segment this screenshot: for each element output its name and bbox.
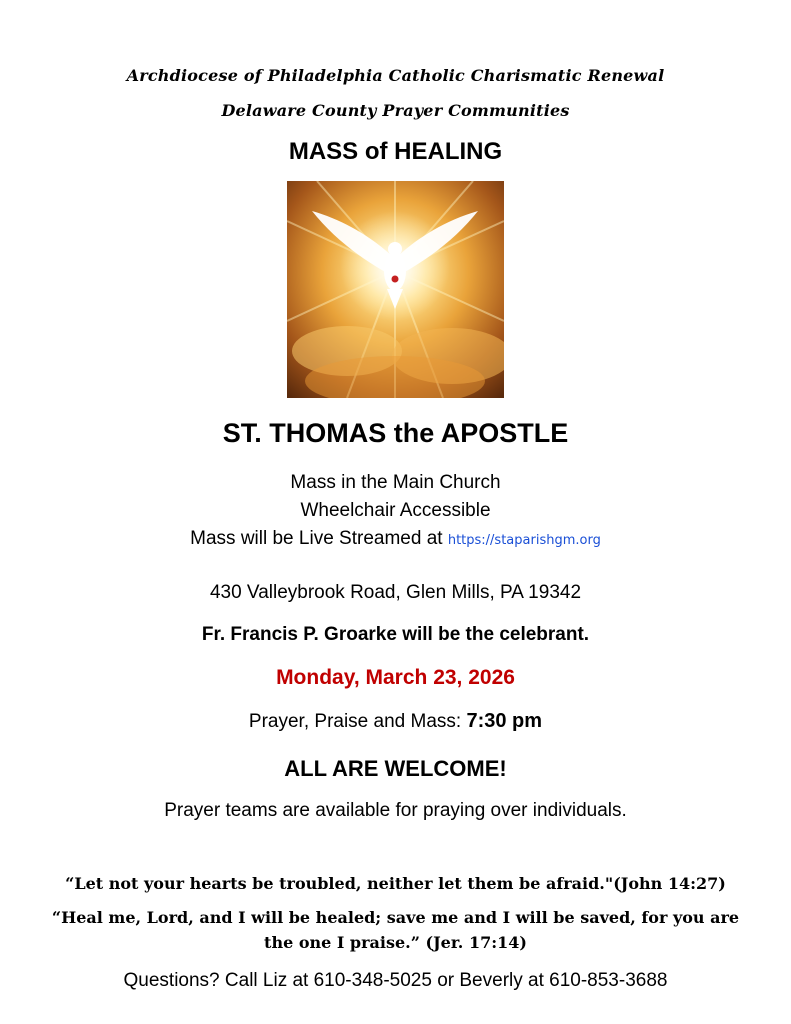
event-date: Monday, March 23, 2026 <box>276 666 515 689</box>
accessibility-text: Wheelchair Accessible <box>300 500 491 521</box>
celebrant-text: Fr. Francis P. Groarke will be the celebrant. <box>201 624 590 645</box>
page-title: MASS of HEALING <box>288 138 503 165</box>
schedule-label: Prayer, Praise and Mass: <box>248 711 462 732</box>
jeremiah-quote-line-1: “Heal me, Lord, and I will be healed; save me and I will be saved, for you are <box>51 908 740 927</box>
john-quote: “Let not your hearts be troubled, neither let them be afraid."(John 14:27) <box>65 874 726 893</box>
schedule-line <box>0 710 791 733</box>
jeremiah-quote-line-2: the one I praise.” (Jer. 17:14) <box>264 933 527 952</box>
communities-heading: Delaware County Prayer Communities <box>221 101 570 120</box>
prayer-teams-text: Prayer teams are available for praying over individuals. <box>164 800 627 821</box>
live-stream-line <box>0 528 791 550</box>
contact-text: Questions? Call Liz at 610-348-5025 or Beverly at 610-853-3688 <box>123 970 668 991</box>
live-stream-link[interactable]: https://staparishgm.org <box>447 533 601 548</box>
event-time: 7:30 pm <box>466 710 543 732</box>
live-stream-text: Mass will be Live Streamed at <box>190 528 443 549</box>
main-church-text: Mass in the Main Church <box>290 472 501 493</box>
church-name: ST. THOMAS the APOSTLE <box>222 418 569 448</box>
dove-with-light-icon <box>287 181 504 398</box>
org-heading: Archdiocese of Philadelphia Catholic Charismatic Renewal <box>126 66 665 85</box>
address: 430 Valleybrook Road, Glen Mills, PA 19342 <box>209 582 582 603</box>
welcome-text: ALL ARE WELCOME! <box>284 756 507 781</box>
